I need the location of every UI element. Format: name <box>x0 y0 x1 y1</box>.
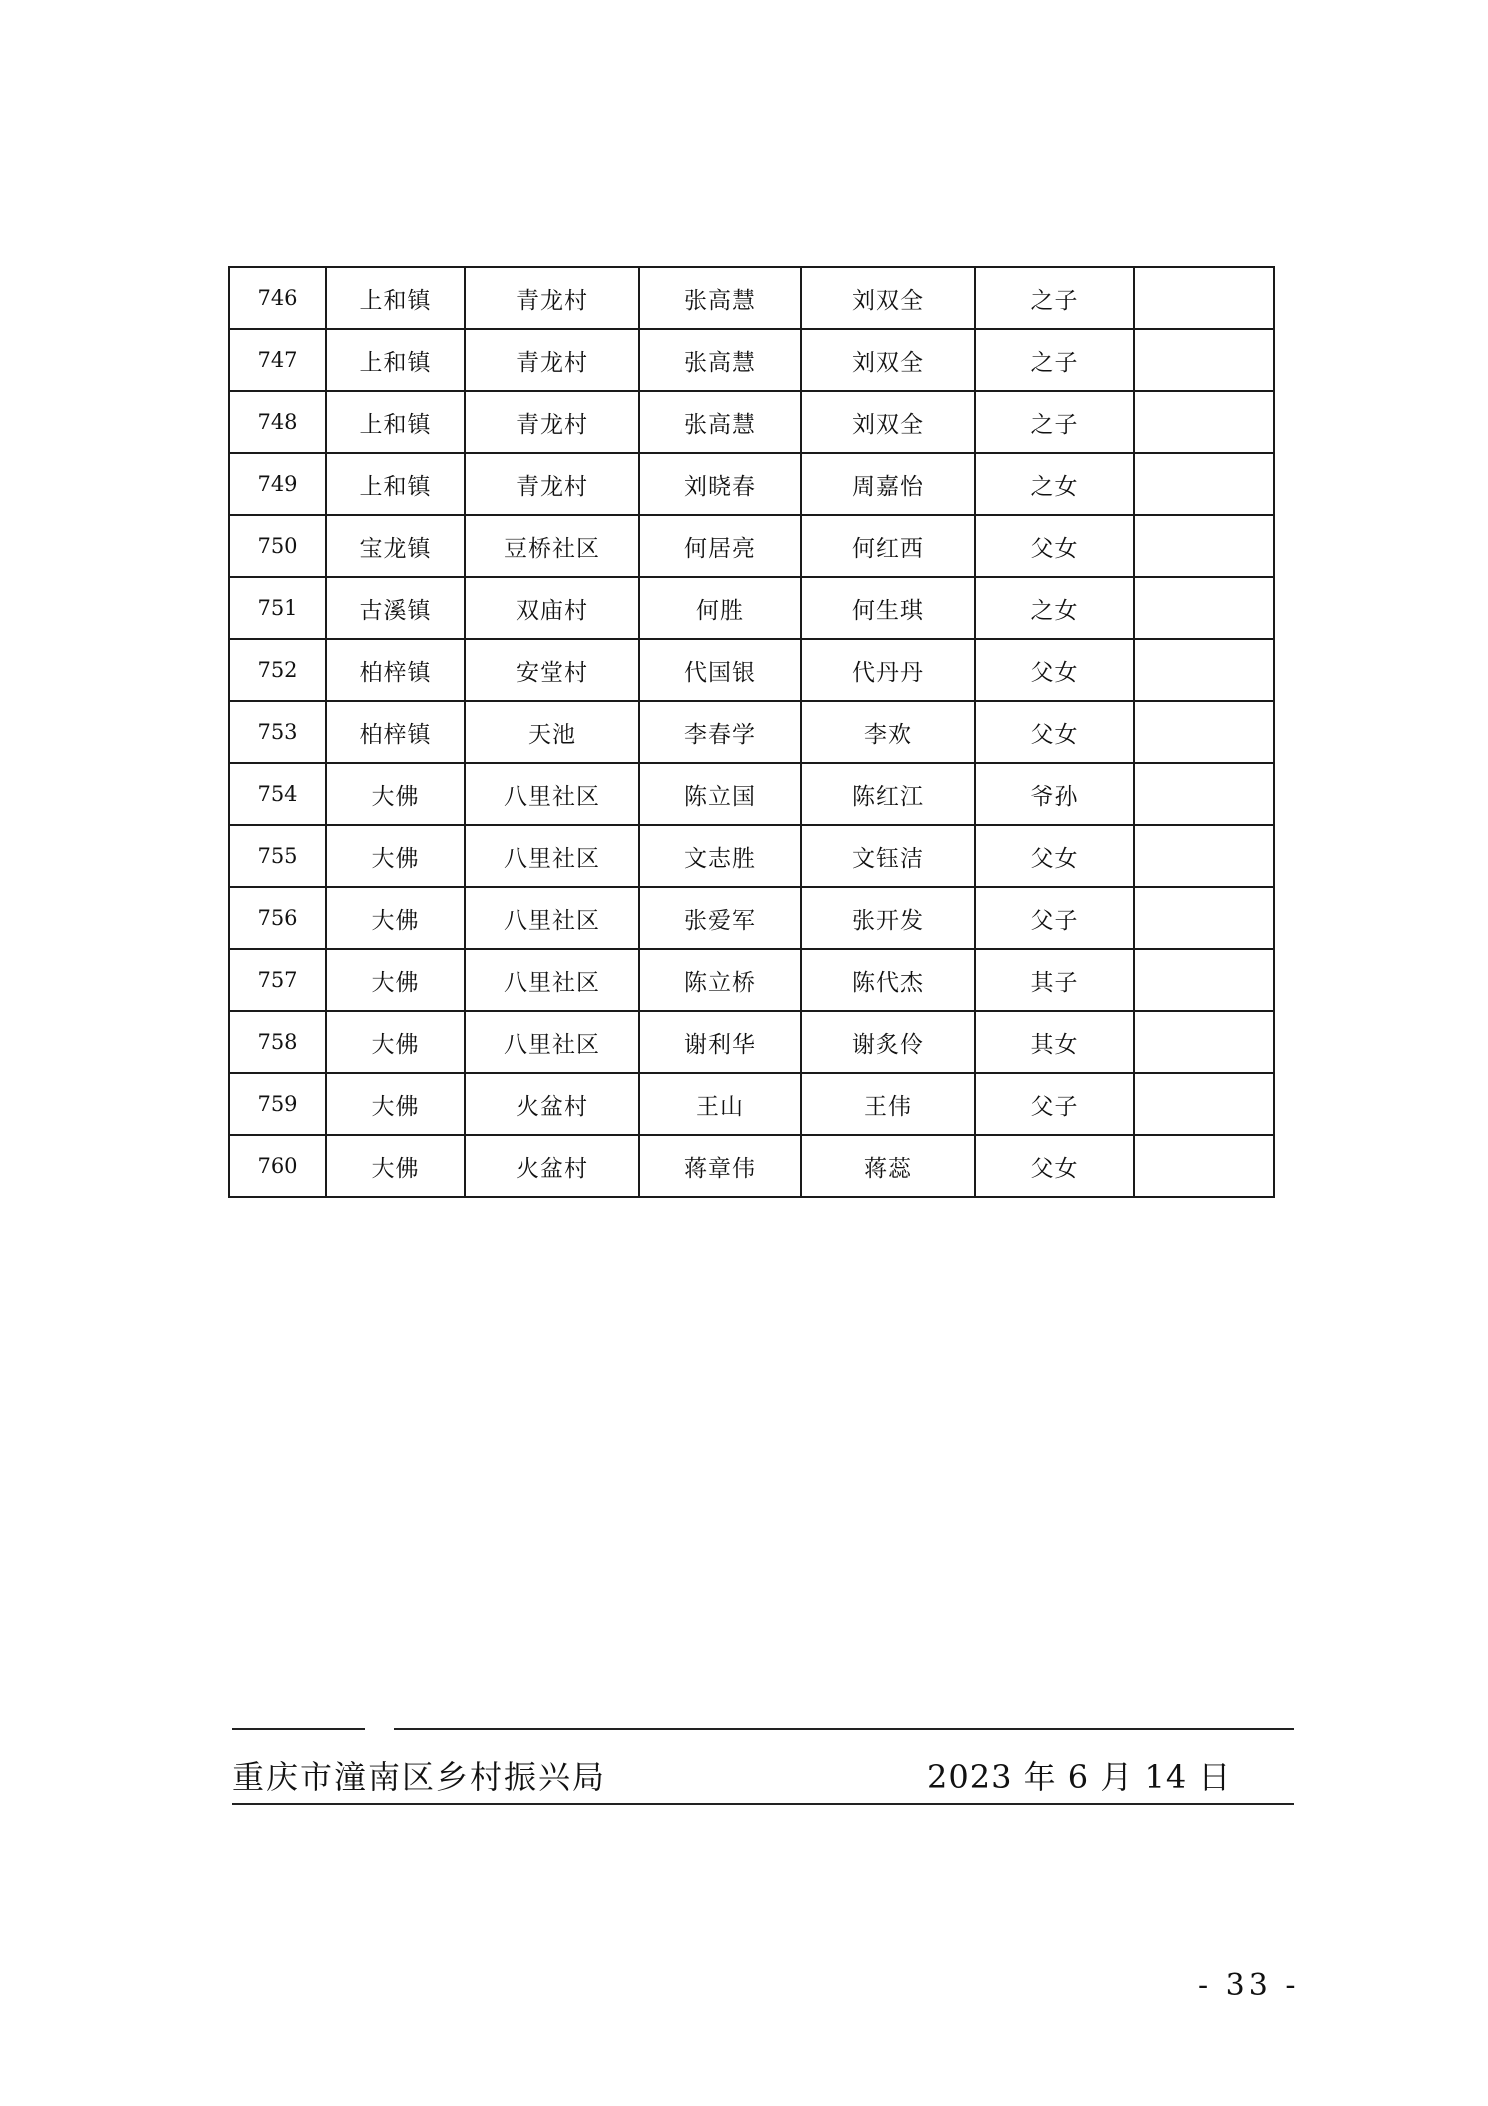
town-cell: 大佛 <box>326 1011 465 1073</box>
village-cell: 安堂村 <box>465 639 639 701</box>
table-row <box>229 329 1274 391</box>
name-cell: 何胜 <box>639 577 801 639</box>
table-row <box>229 267 1274 329</box>
row-number-cell: 750 <box>229 515 326 577</box>
table-row <box>229 949 1274 1011</box>
row-number-cell: 747 <box>229 329 326 391</box>
town-cell: 宝龙镇 <box>326 515 465 577</box>
village-cell: 青龙村 <box>465 453 639 515</box>
member-cell: 刘双全 <box>801 267 975 329</box>
name-cell: 张高慧 <box>639 391 801 453</box>
town-cell: 上和镇 <box>326 391 465 453</box>
town-cell: 大佛 <box>326 1073 465 1135</box>
row-number-cell: 756 <box>229 887 326 949</box>
relation-cell: 之女 <box>975 577 1134 639</box>
member-cell: 文钰洁 <box>801 825 975 887</box>
relation-cell: 父女 <box>975 825 1134 887</box>
relation-cell: 父女 <box>975 639 1134 701</box>
relation-cell: 父子 <box>975 1073 1134 1135</box>
table-row <box>229 639 1274 701</box>
footer-top-rule-short <box>232 1728 365 1730</box>
name-cell: 谢利华 <box>639 1011 801 1073</box>
relation-cell: 之子 <box>975 267 1134 329</box>
relation-cell: 其子 <box>975 949 1134 1011</box>
member-cell: 何生琪 <box>801 577 975 639</box>
table-row <box>229 763 1274 825</box>
village-cell: 青龙村 <box>465 267 639 329</box>
town-cell: 上和镇 <box>326 267 465 329</box>
table-row <box>229 1073 1274 1135</box>
relation-cell: 之女 <box>975 453 1134 515</box>
note-cell <box>1134 701 1274 763</box>
footer-top-rule-long <box>394 1728 1294 1730</box>
village-cell: 天池 <box>465 701 639 763</box>
relation-cell: 之子 <box>975 329 1134 391</box>
row-number-cell: 751 <box>229 577 326 639</box>
village-cell: 八里社区 <box>465 887 639 949</box>
footer-top-rule <box>232 1728 1294 1730</box>
table-row <box>229 1135 1274 1197</box>
village-cell: 八里社区 <box>465 1011 639 1073</box>
name-cell: 李春学 <box>639 701 801 763</box>
row-number-cell: 754 <box>229 763 326 825</box>
row-number-cell: 753 <box>229 701 326 763</box>
note-cell <box>1134 825 1274 887</box>
issuer-name: 重庆市潼南区乡村振兴局 <box>232 1758 607 1796</box>
town-cell: 大佛 <box>326 1135 465 1197</box>
relation-cell: 爷孙 <box>975 763 1134 825</box>
town-cell: 古溪镇 <box>326 577 465 639</box>
table-row <box>229 391 1274 453</box>
name-cell: 何居亮 <box>639 515 801 577</box>
row-number-cell: 757 <box>229 949 326 1011</box>
note-cell <box>1134 949 1274 1011</box>
name-cell: 陈立桥 <box>639 949 801 1011</box>
table-row <box>229 825 1274 887</box>
member-cell: 陈红江 <box>801 763 975 825</box>
member-cell: 王伟 <box>801 1073 975 1135</box>
footer-bottom-rule <box>232 1803 1294 1805</box>
name-cell: 文志胜 <box>639 825 801 887</box>
name-cell: 陈立国 <box>639 763 801 825</box>
name-cell: 代国银 <box>639 639 801 701</box>
village-cell: 八里社区 <box>465 763 639 825</box>
table-row <box>229 887 1274 949</box>
name-cell: 王山 <box>639 1073 801 1135</box>
member-cell: 何红西 <box>801 515 975 577</box>
member-cell: 刘双全 <box>801 391 975 453</box>
note-cell <box>1134 453 1274 515</box>
relation-cell: 父女 <box>975 1135 1134 1197</box>
table-row <box>229 453 1274 515</box>
town-cell: 大佛 <box>326 825 465 887</box>
table-row <box>229 515 1274 577</box>
member-cell: 李欢 <box>801 701 975 763</box>
note-cell <box>1134 515 1274 577</box>
row-number-cell: 758 <box>229 1011 326 1073</box>
village-cell: 八里社区 <box>465 825 639 887</box>
name-cell: 张爱军 <box>639 887 801 949</box>
note-cell <box>1134 887 1274 949</box>
roster-table <box>228 266 1275 1198</box>
note-cell <box>1134 639 1274 701</box>
page-number: - 33 - <box>1198 1968 1300 2003</box>
town-cell: 大佛 <box>326 763 465 825</box>
town-cell: 上和镇 <box>326 329 465 391</box>
note-cell <box>1134 1135 1274 1197</box>
row-number-cell: 759 <box>229 1073 326 1135</box>
member-cell: 张开发 <box>801 887 975 949</box>
relation-cell: 父女 <box>975 701 1134 763</box>
village-cell: 青龙村 <box>465 329 639 391</box>
roster-table-body <box>229 267 1274 1197</box>
member-cell: 刘双全 <box>801 329 975 391</box>
member-cell: 代丹丹 <box>801 639 975 701</box>
name-cell: 蒋章伟 <box>639 1135 801 1197</box>
relation-cell: 之子 <box>975 391 1134 453</box>
row-number-cell: 760 <box>229 1135 326 1197</box>
relation-cell: 父子 <box>975 887 1134 949</box>
member-cell: 谢炙伶 <box>801 1011 975 1073</box>
table-row <box>229 701 1274 763</box>
footer-line <box>232 1752 1294 1796</box>
village-cell: 双庙村 <box>465 577 639 639</box>
note-cell <box>1134 267 1274 329</box>
village-cell: 火盆村 <box>465 1073 639 1135</box>
note-cell <box>1134 1073 1274 1135</box>
town-cell: 大佛 <box>326 887 465 949</box>
town-cell: 大佛 <box>326 949 465 1011</box>
row-number-cell: 748 <box>229 391 326 453</box>
village-cell: 八里社区 <box>465 949 639 1011</box>
relation-cell: 父女 <box>975 515 1134 577</box>
note-cell <box>1134 1011 1274 1073</box>
village-cell: 豆桥社区 <box>465 515 639 577</box>
table-row <box>229 1011 1274 1073</box>
member-cell: 周嘉怡 <box>801 453 975 515</box>
note-cell <box>1134 763 1274 825</box>
relation-cell: 其女 <box>975 1011 1134 1073</box>
table-row <box>229 577 1274 639</box>
member-cell: 陈代杰 <box>801 949 975 1011</box>
name-cell: 张高慧 <box>639 329 801 391</box>
row-number-cell: 752 <box>229 639 326 701</box>
note-cell <box>1134 329 1274 391</box>
issue-date: 2023 年 6 月 14 日 <box>927 1758 1232 1796</box>
village-cell: 青龙村 <box>465 391 639 453</box>
town-cell: 柏梓镇 <box>326 639 465 701</box>
member-cell: 蒋蕊 <box>801 1135 975 1197</box>
roster-table-container <box>228 266 1273 1198</box>
row-number-cell: 755 <box>229 825 326 887</box>
name-cell: 张高慧 <box>639 267 801 329</box>
town-cell: 上和镇 <box>326 453 465 515</box>
village-cell: 火盆村 <box>465 1135 639 1197</box>
row-number-cell: 746 <box>229 267 326 329</box>
row-number-cell: 749 <box>229 453 326 515</box>
town-cell: 柏梓镇 <box>326 701 465 763</box>
note-cell <box>1134 577 1274 639</box>
note-cell <box>1134 391 1274 453</box>
name-cell: 刘晓春 <box>639 453 801 515</box>
